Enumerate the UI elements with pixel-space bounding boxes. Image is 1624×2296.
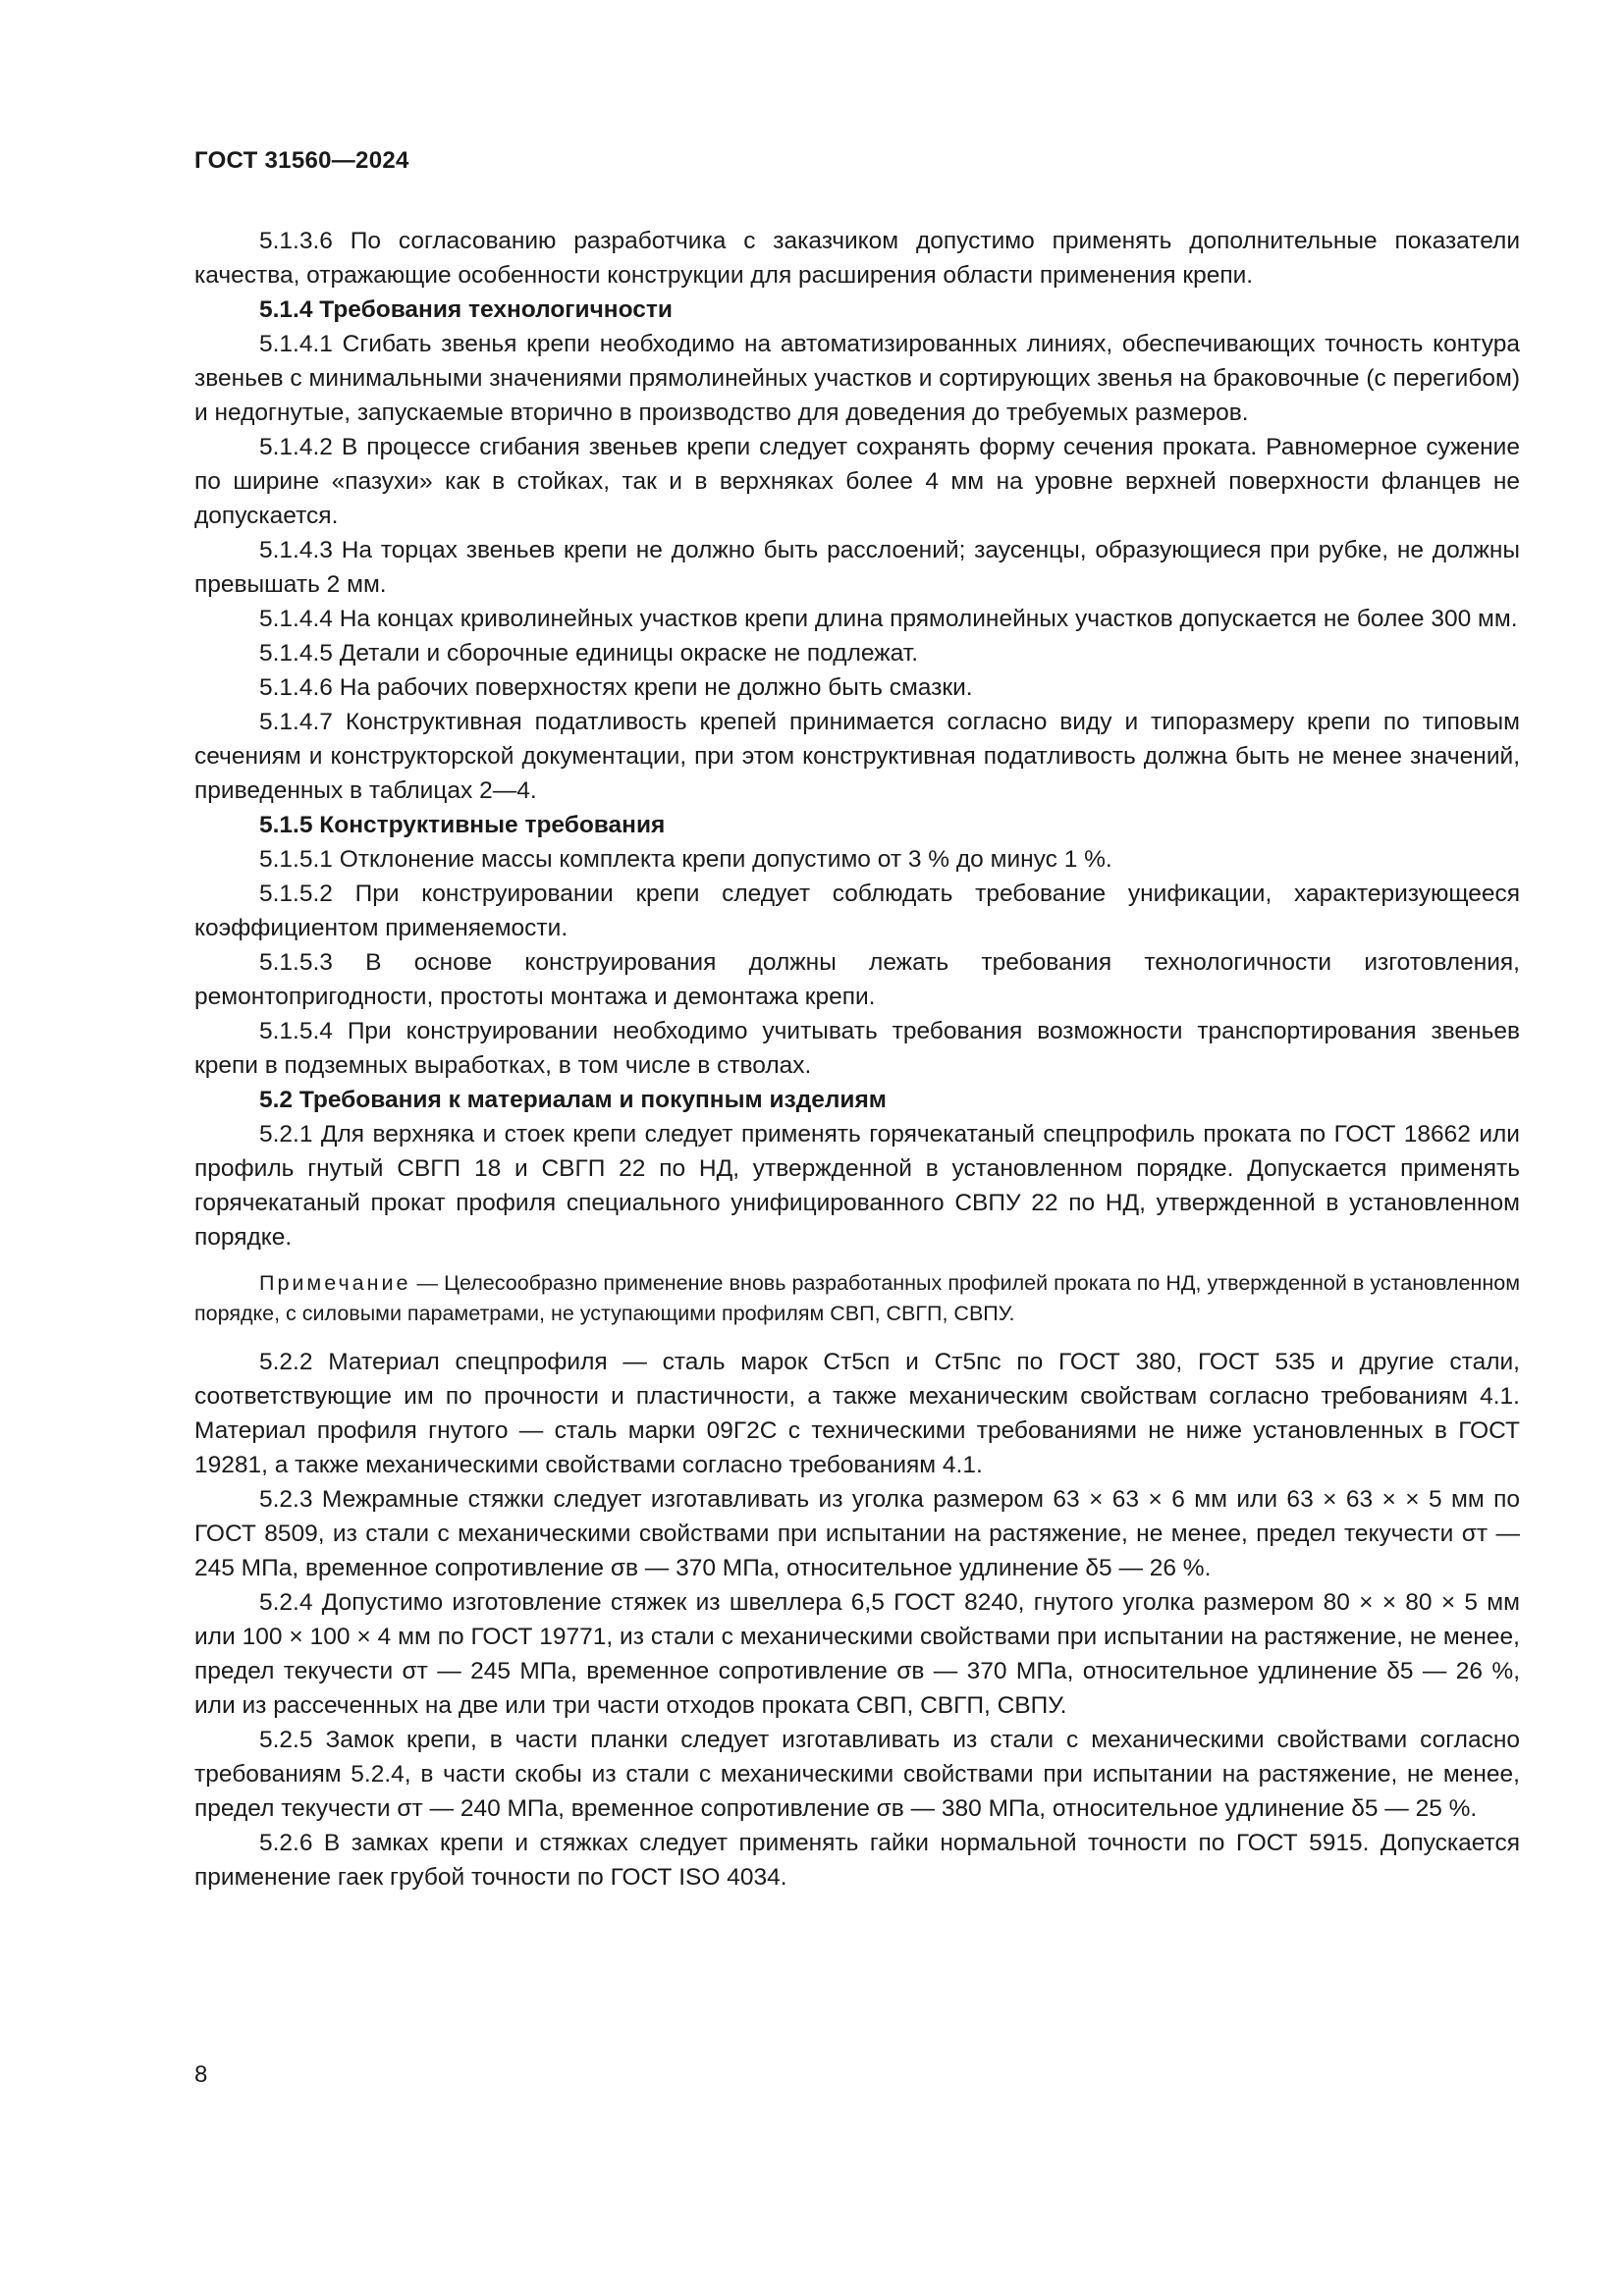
note-5-2-1 xyxy=(194,1268,1520,1329)
paragraph-5-1-5-1: 5.1.5.1 Отклонение массы комплекта крепи допустимо от 3 % до минус 1 %. xyxy=(259,846,1112,873)
section-heading-5-1-5: 5.1.5 Конструктивные требования xyxy=(259,812,666,838)
paragraph-5-1-4-1: 5.1.4.1 Сгибать звенья крепи необходимо на автоматизированных линиях, обеспечивающих точность контура звеньев с минимальными значениями прямолинейных участков и сортирующих звенья на браковочные (с перегибом) и недогнутые, запускаемые вторично в производство для доведения до требуемых размеров. xyxy=(194,331,1520,426)
paragraph-5-1-4-5: 5.1.4.5 Детали и сборочные единицы окраске не подлежат. xyxy=(259,640,918,667)
page-number: 8 xyxy=(194,2061,208,2088)
paragraph-5-2-2: 5.2.2 Материал спецпрофиля — сталь марок Ст5сп и Ст5пс по ГОСТ 380, ГОСТ 535 и другие стали, соответствующие им по прочности и пластичности, а также механическим свойствам согласно требованиям 4.1. Материал профиля гнутого — сталь марки 09Г2С с техническими требованиями не ниже установленных в ГОСТ 19281, а также механическими свойствами согласно требованиям 4.1. xyxy=(194,1349,1520,1478)
paragraph-5-2-3: 5.2.3 Межрамные стяжки следует изготавливать из уголка размером 63 × 63 × 6 мм или 63 × 63 × × 5 мм по ГОСТ 8509, из стали с механическими свойствами при испытании на растяжение, не менее, предел текучести σт — 245 МПа, временное сопротивление σв — 370 МПа, относительное удлинение δ5 — 26 %. xyxy=(194,1486,1520,1581)
paragraph-5-1-4-3: 5.1.4.3 На торцах звеньев крепи не должно быть расслоений; заусенцы, образующиеся при рубке, не должны превышать 2 мм. xyxy=(194,537,1520,598)
paragraph-5-1-5-3: 5.1.5.3 В основе конструирования должны лежать требования технологичности изготовления, ремонтопригодности, простоты монтажа и демонтажа крепи. xyxy=(194,949,1520,1010)
paragraph-5-1-5-4: 5.1.5.4 При конструировании необходимо учитывать требования возможности транспортирования звеньев крепи в подземных выработках, в том числе в стволах. xyxy=(194,1018,1520,1079)
document-body xyxy=(194,224,1520,1895)
paragraph-5-2-5: 5.2.5 Замок крепи, в части планки следует изготавливать из стали с механическими свойствами согласно требованиям 5.2.4, в части скобы из стали с механическими свойствами при испытании на растяжение, не менее, предел текучести σт — 240 МПа, временное сопротивление σв — 380 МПа, относительное удлинение δ5 — 25 %. xyxy=(194,1727,1520,1822)
paragraph-5-2-4: 5.2.4 Допустимо изготовление стяжек из швеллера 6,5 ГОСТ 8240, гнутого уголка размером 80 × × 80 × 5 мм или 100 × 100 × 4 мм по ГОСТ 19771, из стали с механическими свойствами при испытании на растяжение, не менее, предел текучести σт — 245 МПа, временное сопротивление σв — 370 МПа, относительное удлинение δ5 — 26 %, или из рассеченных на две или три части отходов проката СВП, СВГП, СВПУ. xyxy=(194,1589,1520,1719)
paragraph-5-1-5-2: 5.1.5.2 При конструировании крепи следует соблюдать требование унификации, характеризующееся коэффициентом применяемости. xyxy=(194,881,1520,941)
note-label: Примечание xyxy=(259,1271,411,1295)
section-heading-5-2: 5.2 Требования к материалам и покупным изделиям xyxy=(259,1087,887,1113)
paragraph-5-1-4-7: 5.1.4.7 Конструктивная податливость крепей принимается согласно виду и типоразмеру крепи по типовым сечениям и конструкторской документации, при этом конструктивная податливость должна быть не менее значений, приведенных в таблицах 2—4. xyxy=(194,709,1520,804)
paragraph-5-2-6: 5.2.6 В замках крепи и стяжках следует применять гайки нормальной точности по ГОСТ 5915. Допускается применение гаек грубой точности по ГОСТ ISO 4034. xyxy=(194,1830,1520,1891)
paragraph-5-2-1: 5.2.1 Для верхняка и стоек крепи следует применять горячекатаный спецпрофиль проката по ГОСТ 18662 или профиль гнутый СВГП 18 и СВГП 22 по НД, утвержденной в установленном порядке. Допускается применять горячекатаный прокат профиля специального унифицированного СВПУ 22 по НД, утвержденной в установленном порядке. xyxy=(194,1121,1520,1251)
paragraph-5-1-4-4: 5.1.4.4 На концах криволинейных участков крепи длина прямолинейных участков допускается не более 300 мм. xyxy=(259,606,1518,632)
paragraph-5-1-3-6: 5.1.3.6 По согласованию разработчика с заказчиком допустимо применять дополнительные показатели качества, отражающие особенности конструкции для расширения области применения крепи. xyxy=(194,228,1520,289)
paragraph-5-1-4-2: 5.1.4.2 В процессе сгибания звеньев крепи следует сохранять форму сечения проката. Равномерное сужение по ширине «пазухи» как в стойках, так и в верхняках более 4 мм на уровне верхней поверхности фланцев не допускается. xyxy=(194,434,1520,529)
section-heading-5-1-4: 5.1.4 Требования технологичности xyxy=(259,296,673,323)
document-header: ГОСТ 31560—2024 xyxy=(194,147,409,174)
paragraph-5-1-4-6: 5.1.4.6 На рабочих поверхностях крепи не должно быть смазки. xyxy=(259,674,973,701)
note-text: — Целесообразно применение вновь разработанных профилей проката по НД, утвержденной в установленном порядке, с силовыми параметрами, не уступающими профилям СВП, СВГП, СВПУ. xyxy=(194,1271,1520,1325)
